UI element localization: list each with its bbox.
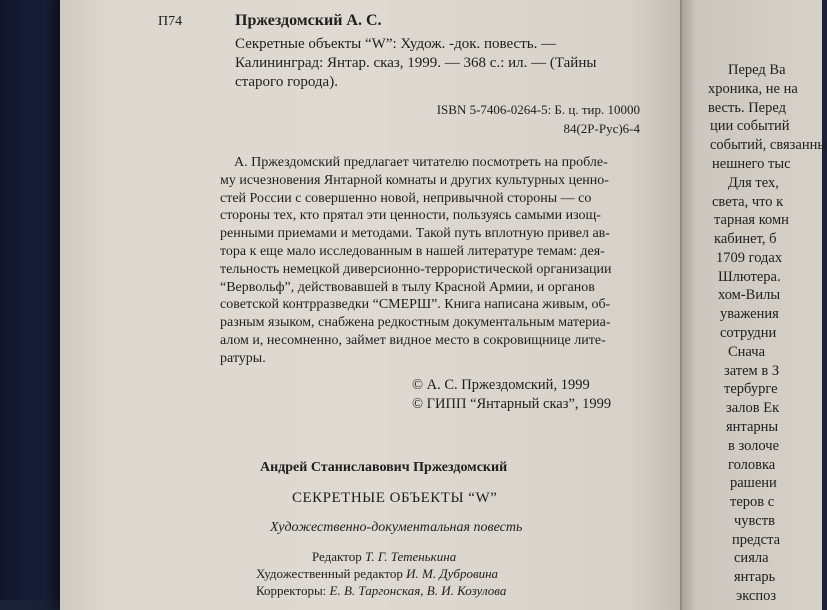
isbn-block [437,100,640,138]
right-page-line: тарная комн [714,212,789,229]
colophon-genre: Художественно-документальная повесть [270,520,523,535]
credit-role: Редактор [312,549,362,564]
right-page-line: янтарны [726,418,779,435]
credit-names: Т. Г. Тетенькина [364,549,457,564]
author-heading: Пржездомский А. С. [235,12,382,29]
right-page-line: чувств [734,512,775,529]
annotation-line: разным языком, снабжена редкостным документальным материа- [220,315,611,331]
right-page-line: тербурге [724,381,778,398]
catalog-code: П74 [158,14,183,29]
right-page-line: затем в З [724,362,780,379]
annotation-line: ренными приемами и методами. Такой путь вплотную привел ав- [220,226,610,242]
copyright-block [412,376,611,414]
bbk-index: 84(2Р-Рус)6-4 [563,121,640,136]
annotation-line: алом и, несомненно, займет видное место в сокровищнице лите- [220,332,606,348]
right-page-line: в золоче [728,437,780,454]
right-page-line: Шлютера. [718,268,781,285]
annotation-line: стороны тех, кто прятал эти ценности, пользуясь самыми изощ- [220,208,601,224]
annotation-line: тора к еще мало исследованным в нашей литературе темам: дея- [220,243,605,259]
annotation-line: тельность немецкой диверсионно-террористической организации [220,261,612,277]
credit-line [256,548,506,565]
annotation-line: стей России с совершенно новой, непривычной стороны — со [220,190,592,206]
colophon-author: Андрей Станиславович Пржездомский [260,460,508,475]
right-page-line: рашени [730,475,777,492]
right-page-line: 1709 годах [716,249,783,266]
isbn: ISBN 5-7406-0264-5: Б. ц. тир. 10000 [436,102,640,117]
copyright-line: © А. С. Пржездомский, 1999 [412,377,590,393]
right-page-line: Для тех, [728,174,779,191]
annotation-line: “Вервольф”, действовавшей в тылу Красной Армии, и органов [220,279,595,295]
copyright-line: © ГИПП “Янтарный сказ”, 1999 [412,396,612,412]
right-page-line: ции событий [710,118,790,135]
annotation-line: А. Пржездомский предлагает читателю посмотреть на пробле- [234,155,608,170]
annotation-line: ратуры. [220,350,266,366]
right-page-line: событий, связанны [710,137,827,154]
right-page-line: янтарь [734,569,776,586]
right-page-line: предста [732,531,781,548]
biblio-line: Калининград: Янтар. сказ, 1999. — 368 с.: ил. — (Тайны [235,55,597,71]
annotation-line: советской контрразведки “СМЕРШ”. Книга написана живым, об- [220,297,611,313]
right-page-line: нешнего тыс [712,155,791,172]
credit-names: И. М. Дубровина [406,566,499,581]
right-page-line: головка [728,456,776,473]
colophon-title: СЕКРЕТНЫЕ ОБЪЕКТЫ “W” [292,490,498,506]
biblio-record [235,35,596,92]
credit-names: Е. В. Таргонская, В. И. Козулова [329,583,507,598]
annotation-line: му исчезновения Янтарной комнаты и других культурных ценно- [220,172,609,188]
right-page-line: Перед Ва [728,62,786,78]
credit-role: Корректоры: [256,583,327,598]
right-page-line: экспоз [736,588,777,604]
right-page-line: света, что к [712,193,784,210]
right-page-line: уважения [720,306,779,323]
right-page-line: залов Ек [726,400,780,417]
right-page-line: весть. Перед [708,99,786,116]
credits-block [256,548,506,599]
credit-line [256,565,506,582]
right-page-line: Снача [728,343,766,360]
biblio-line: старого города). [235,74,338,90]
credit-line [256,582,506,599]
book-page-right [680,0,827,610]
biblio-line: Секретные объекты “W”: Худож. -док. повесть. — [235,36,557,52]
right-page-line: теров с [730,494,775,511]
credit-role: Художественный редактор [256,566,403,581]
right-page-line: сияла [734,550,769,567]
right-page-line: кабинет, б [714,231,777,248]
right-page-line: хроника, не на [708,80,798,97]
annotation [220,154,612,368]
book-page-left [60,0,680,610]
right-page-line: сотрудни [720,325,777,341]
right-page-line: хом-Вилы [718,287,781,304]
